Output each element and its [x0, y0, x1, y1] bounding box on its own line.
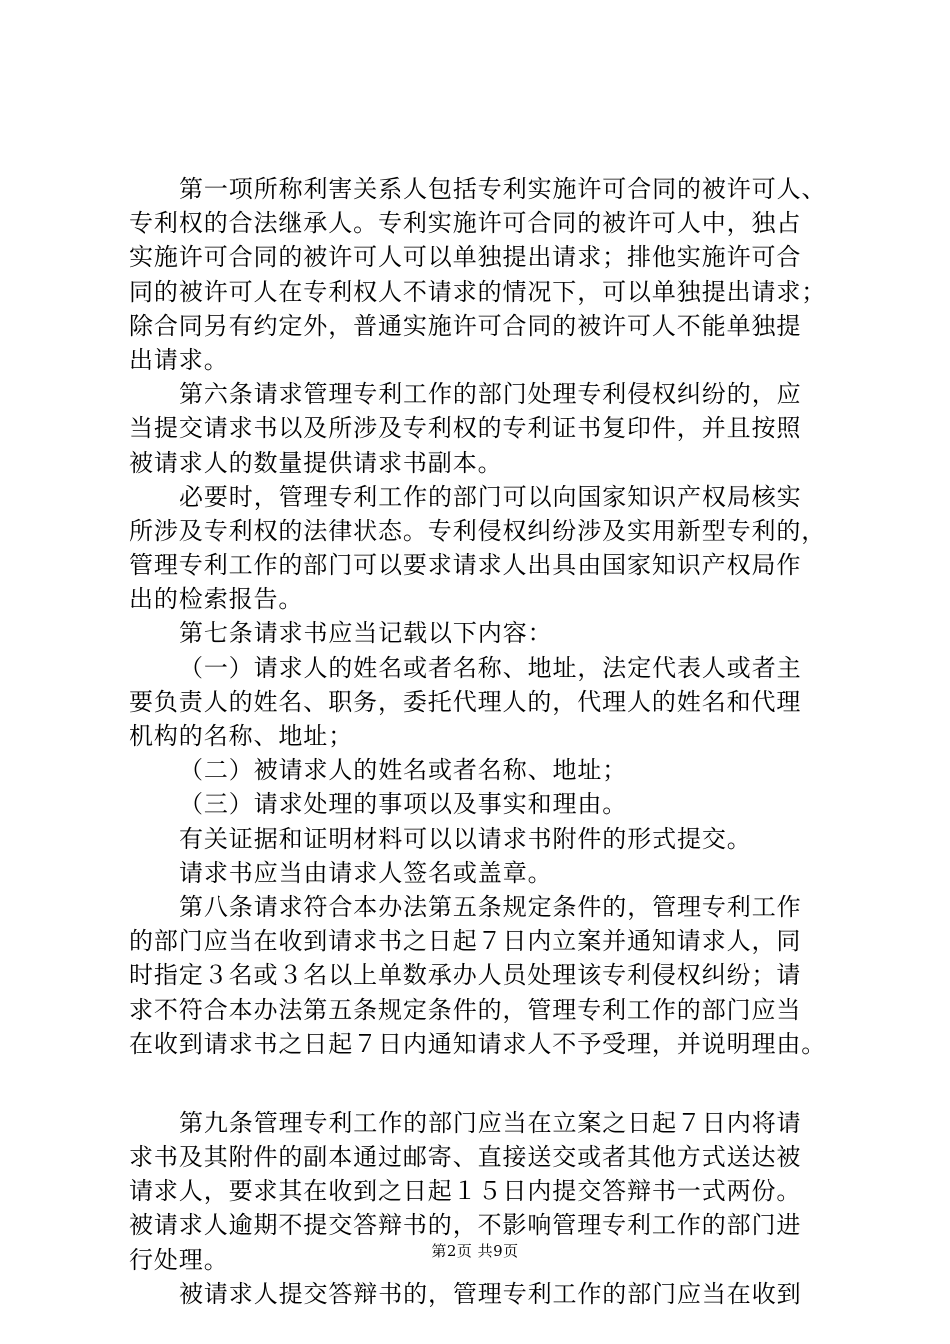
text-line: 第八条请求符合本办法第五条规定条件的，管理专利工作 [179, 892, 802, 921]
text-line: 除合同另有约定外，普通实施许可合同的被许可人不能单独提 [129, 311, 802, 340]
text-line: 要负责人的姓名、职务，委托代理人的，代理人的姓名和代理 [129, 687, 802, 716]
text-line: 第九条管理专利工作的部门应当在立案之日起７日内将请 [179, 1108, 802, 1137]
text-line: 被请求人逾期不提交答辩书的，不影响管理专利工作的部门进 [129, 1211, 802, 1240]
paragraph-gap [129, 1061, 829, 1106]
page-footer [0, 1241, 950, 1261]
text-line: 必要时，管理专利工作的部门可以向国家知识产权局核实 [179, 482, 802, 511]
text-line: 出请求。 [129, 345, 229, 374]
text-line: 请求人，要求其在收到之日起１５日内提交答辩书一式两份。 [129, 1177, 802, 1206]
text-line: （二）被请求人的姓名或者名称、地址； [179, 756, 628, 785]
text-line: 的部门应当在收到请求书之日起７日内立案并通知请求人，同 [129, 927, 802, 956]
text-line: 所涉及专利权的法律状态。专利侵权纠纷涉及实用新型专利的， [129, 516, 827, 545]
text-line: 求书及其附件的副本通过邮寄、直接送交或者其他方式送达被 [129, 1143, 802, 1172]
text-line: 专利权的合法继承人。专利实施许可合同的被许可人中，独占 [129, 209, 802, 238]
text-line: 第六条请求管理专利工作的部门处理专利侵权纠纷的，应 [179, 380, 802, 409]
text-line: （三）请求处理的事项以及事实和理由。 [179, 790, 628, 819]
text-line: 请求书应当由请求人签名或盖章。 [179, 858, 553, 887]
text-line: 被请求人的数量提供请求书副本。 [129, 448, 503, 477]
text-line: 求不符合本办法第五条规定条件的，管理专利工作的部门应当 [129, 995, 802, 1024]
text-line: 有关证据和证明材料可以以请求书附件的形式提交。 [179, 824, 752, 853]
text-line: 行处理。 [129, 1245, 229, 1274]
text-line: 出的检索报告。 [129, 585, 304, 614]
text-line: 同的被许可人在专利权人不请求的情况下，可以单独提出请求； [129, 277, 827, 306]
document-body [129, 172, 829, 1311]
text-line: 管理专利工作的部门可以要求请求人出具由国家知识产权局作 [129, 551, 802, 580]
text-line: 被请求人提交答辩书的，管理专利工作的部门应当在收到 [179, 1279, 802, 1308]
page-number: 第2页 共9页 [431, 1242, 519, 1260]
text-line: 第七条请求书应当记载以下内容： [179, 619, 553, 648]
text-line: （一）请求人的姓名或者名称、地址，法定代表人或者主 [179, 653, 802, 682]
text-line: 实施许可合同的被许可人可以单独提出请求；排他实施许可合 [129, 243, 802, 272]
text-line: 在收到请求书之日起７日内通知请求人不予受理，并说明理由。 [129, 1029, 827, 1058]
text-line: 当提交请求书以及所涉及专利权的专利证书复印件，并且按照 [129, 414, 802, 443]
text-line: 机构的名称、地址； [129, 722, 354, 750]
text-line: 第一项所称利害关系人包括专利实施许可合同的被许可人、 [179, 175, 827, 203]
text-line: 时指定３名或３名以上单数承办人员处理该专利侵权纠纷；请 [129, 961, 802, 990]
